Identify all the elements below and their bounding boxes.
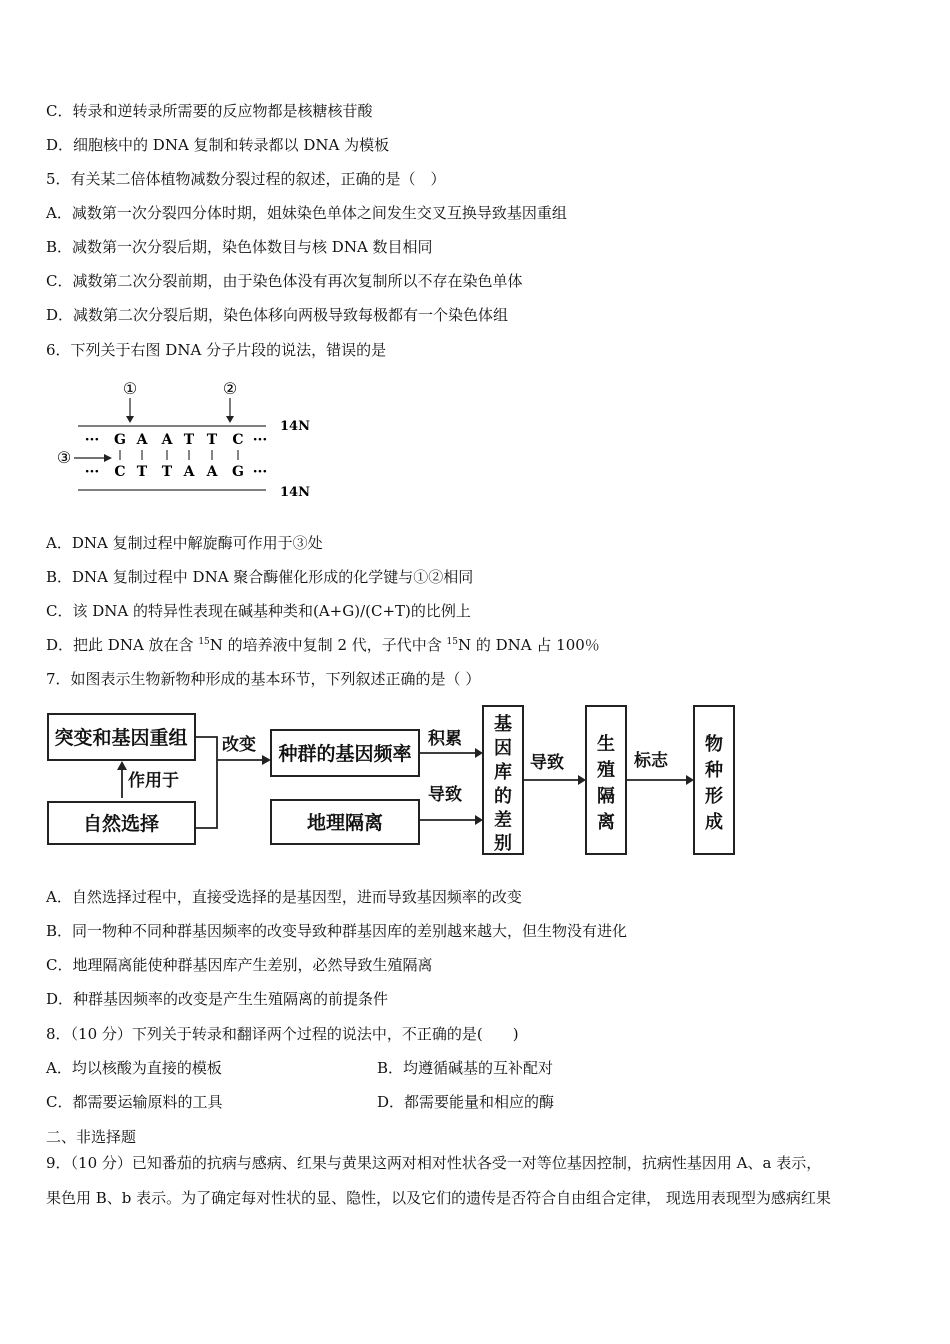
marker-3: ③ — [56, 448, 72, 467]
svg-text:自然选择: 自然选择 — [82, 813, 160, 835]
svg-text:库: 库 — [494, 762, 512, 783]
bottom-strand-bases — [85, 464, 268, 480]
svg-text:别: 别 — [494, 833, 512, 854]
q8-option-c: C．都需要运输原料的工具 — [46, 1093, 223, 1111]
svg-text:···: ··· — [252, 432, 268, 448]
svg-text:G: G — [232, 464, 244, 480]
q7-stem: 7．如图表示生物新物种形成的基本环节，下列叙述正确的是（ ） — [46, 670, 481, 688]
svg-text:积累: 积累 — [428, 729, 462, 749]
q5-option-d: D．减数第二次分裂后期，染色体移向两极导致每极都有一个染色体组 — [46, 306, 509, 324]
svg-text:种: 种 — [705, 760, 723, 781]
q6-stem: 6．下列关于右图 DNA 分子片段的说法，错误的是 — [46, 341, 387, 359]
q8-stem: 8．（10 分）下列关于转录和翻译两个过程的说法中，不正确的是( ) — [46, 1025, 519, 1043]
q5-option-c: C．减数第二次分裂前期，由于染色体没有再次复制所以不存在染色单体 — [46, 272, 523, 290]
svg-text:因: 因 — [494, 738, 512, 759]
q5-option-b: B．减数第一次分裂后期，染色体数目与核 DNA 数目相同 — [46, 238, 433, 256]
svg-text:T: T — [136, 464, 148, 480]
svg-text:突变和基因重组: 突变和基因重组 — [54, 727, 188, 749]
label-14n-bottom: 14N — [280, 485, 310, 500]
marker-1: ① — [122, 379, 138, 398]
q9-line-2: 果色用 B、b 表示。为了确定每对性状的显、隐性，以及它们的遗传是否符合自由组合定律， 现选用表现型为感病红果 — [46, 1189, 831, 1207]
svg-text:···: ··· — [84, 432, 100, 448]
q6-option-d: D．把此 DNA 放在含 $^{15}$N 的培养液中复制 2 代，子代中含 $^{15}$N 的 DNA 占 100％ — [46, 636, 600, 654]
svg-text:基: 基 — [494, 714, 512, 735]
svg-text:殖: 殖 — [597, 760, 615, 781]
svg-text:离: 离 — [597, 812, 615, 833]
speciation-flowchart — [44, 702, 744, 862]
label-14n-top: 14N — [280, 419, 310, 434]
svg-text:···: ··· — [84, 464, 100, 480]
q4-option-d: D．细胞核中的 DNA 复制和转录都以 DNA 为模板 — [46, 136, 390, 154]
svg-text:C: C — [232, 432, 244, 448]
svg-text:差: 差 — [494, 810, 512, 831]
svg-text:C: C — [114, 464, 126, 480]
svg-text:···: ··· — [252, 464, 268, 480]
q5-stem: 5．有关某二倍体植物减数分裂过程的叙述，正确的是（ ） — [46, 170, 446, 188]
svg-text:物: 物 — [705, 734, 723, 755]
q7-option-c: C．地理隔离能使种群基因库产生差别，必然导致生殖隔离 — [46, 956, 433, 974]
svg-text:改变: 改变 — [222, 735, 256, 755]
svg-text:形: 形 — [705, 786, 723, 807]
svg-text:隔: 隔 — [597, 786, 615, 807]
svg-text:G: G — [114, 432, 126, 448]
svg-text:导致: 导致 — [530, 753, 564, 773]
svg-text:标志: 标志 — [634, 751, 668, 771]
svg-text:T: T — [206, 432, 218, 448]
svg-text:A: A — [161, 432, 173, 448]
q8-option-a: A．均以核酸为直接的模板 — [46, 1059, 222, 1077]
dna-figure — [50, 372, 310, 502]
q4-option-c: C．转录和逆转录所需要的反应物都是核糖核苷酸 — [46, 102, 373, 120]
section-heading: 二、非选择题 — [46, 1128, 137, 1146]
svg-text:T: T — [161, 464, 173, 480]
svg-text:A: A — [206, 464, 218, 480]
svg-text:作用于: 作用于 — [128, 771, 179, 791]
q6-option-b: B．DNA 复制过程中 DNA 聚合酶催化形成的化学键与①②相同 — [46, 568, 474, 586]
svg-text:导致: 导致 — [428, 785, 462, 805]
top-strand-bases — [85, 432, 268, 448]
q7-option-d: D．种群基因频率的改变是产生生殖隔离的前提条件 — [46, 990, 389, 1008]
svg-text:地理隔离: 地理隔离 — [306, 812, 384, 834]
svg-text:T: T — [183, 432, 195, 448]
svg-text:A: A — [136, 432, 148, 448]
q5-option-a: A．减数第一次分裂四分体时期，姐妹染色单体之间发生交叉互换导致基因重组 — [46, 204, 567, 222]
q8-option-d: D．都需要能量和相应的酶 — [377, 1093, 555, 1111]
q7-option-b: B．同一物种不同种群基因频率的改变导致种群基因库的差别越来越大，但生物没有进化 — [46, 922, 628, 940]
svg-text:生: 生 — [597, 734, 615, 755]
base-pair-bonds — [120, 450, 238, 460]
svg-text:成: 成 — [705, 812, 723, 833]
marker-2: ② — [222, 379, 238, 398]
q8-option-b: B．均遵循碱基的互补配对 — [377, 1059, 554, 1077]
q9-line-1: 9．（10 分）已知番茄的抗病与感病、红果与黄果这两对相对性状各受一对等位基因控制，抗病性基因用 A、a 表示， — [46, 1154, 822, 1172]
q6-option-c: C．该 DNA 的特异性表现在碱基种类和(A+G)/(C+T)的比例上 — [46, 602, 471, 620]
svg-text:A: A — [183, 464, 195, 480]
svg-text:的: 的 — [494, 786, 512, 807]
q6-option-a: A．DNA 复制过程中解旋酶可作用于③处 — [46, 534, 323, 552]
svg-text:种群的基因频率: 种群的基因频率 — [278, 743, 412, 765]
q7-option-a: A．自然选择过程中，直接受选择的是基因型，进而导致基因频率的改变 — [46, 888, 522, 906]
